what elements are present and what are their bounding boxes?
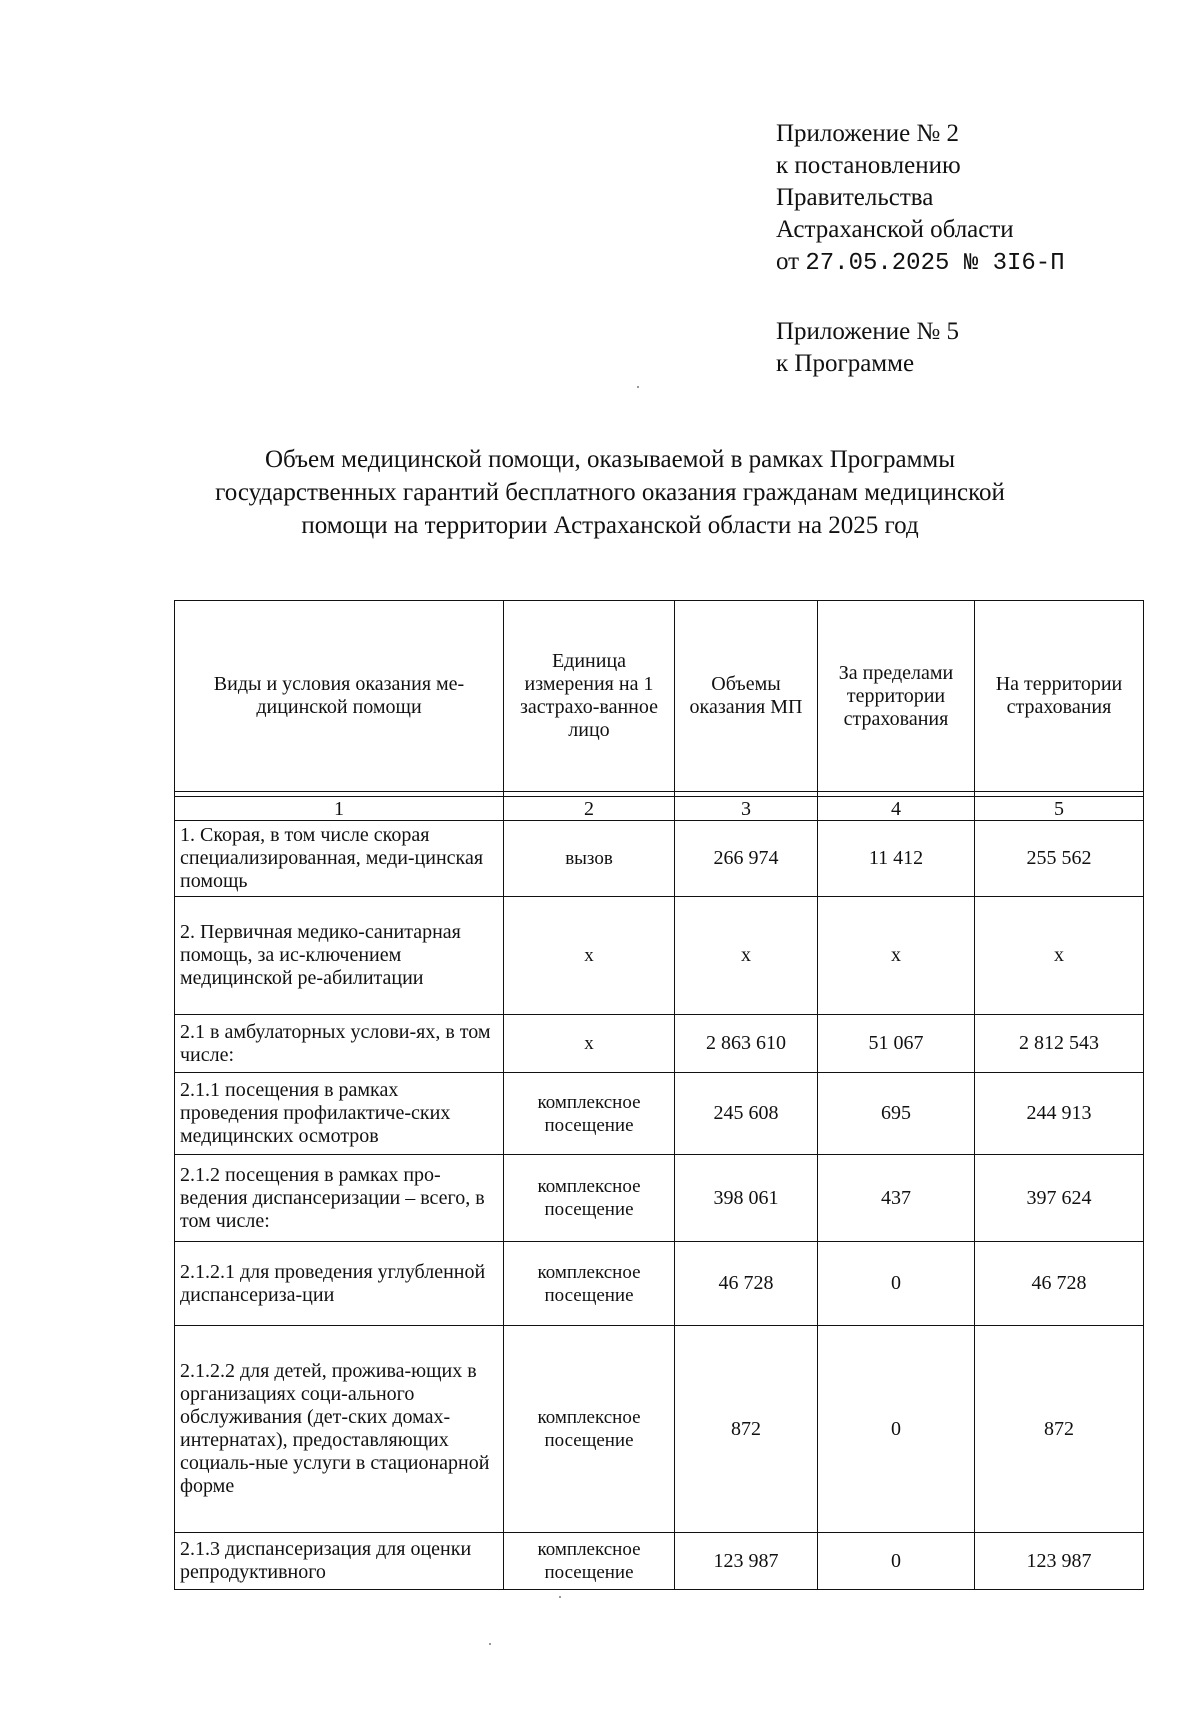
column-number: 5 [975, 797, 1144, 821]
row-outside: 11 412 [818, 821, 975, 897]
table-row [175, 1155, 1144, 1242]
row-outside: 0 [818, 1533, 975, 1590]
annex-line: Приложение № 2 [776, 120, 960, 147]
table-row [175, 897, 1144, 1015]
annex-line: к постановлению [776, 152, 961, 179]
table-row [175, 821, 1144, 897]
title-line: помощи на территории Астраханской области на 2025 год [301, 512, 919, 539]
row-outside: 0 [818, 1326, 975, 1533]
row-unit: комплексное посещение [504, 1326, 675, 1533]
annex-header [776, 118, 1065, 280]
scan-speck [559, 1596, 561, 1598]
row-volume: х [675, 897, 818, 1015]
row-unit: вызов [504, 821, 675, 897]
program-annex-header [776, 316, 959, 380]
column-number: 1 [175, 797, 504, 821]
annex-date-line [776, 246, 1065, 280]
title-line: Объем медицинской помощи, оказываемой в рамках Программы [264, 446, 956, 473]
row-inside: 46 728 [975, 1242, 1144, 1326]
table-row [175, 1242, 1144, 1326]
program-annex-line: к Программе [776, 350, 915, 377]
row-volume: 123 987 [675, 1533, 818, 1590]
medical-care-volume-table [174, 600, 1144, 1590]
row-care-type: 2.1.2.1 для проведения углубленной диспансериза-ции [175, 1242, 504, 1326]
scan-speck [489, 1643, 491, 1645]
row-care-type: 2.1.2.2 для детей, прожива-ющих в организациях соци-ального обслуживания (дет-ских домах-интернатах), предоставляющих социаль-ные услуги в стационарной форме [175, 1326, 504, 1533]
annex-date-prefix: от [776, 248, 800, 275]
row-care-type: 1. Скорая, в том числе скорая специализированная, меди-цинская помощь [175, 821, 504, 897]
row-volume: 46 728 [675, 1242, 818, 1326]
row-unit: комплексное посещение [504, 1242, 675, 1326]
table-header-row [175, 601, 1144, 792]
row-volume: 872 [675, 1326, 818, 1533]
row-volume: 266 974 [675, 821, 818, 897]
column-number: 2 [504, 797, 675, 821]
row-volume: 398 061 [675, 1155, 818, 1242]
row-inside: 244 913 [975, 1073, 1144, 1155]
header-unit: Единица измерения на 1 застрахо-ванное лицо [504, 601, 675, 792]
header-inside-territory: На территории страхования [975, 601, 1144, 792]
row-outside: х [818, 897, 975, 1015]
column-number: 3 [675, 797, 818, 821]
annex-line: Правительства [776, 184, 934, 211]
row-inside: 2 812 543 [975, 1015, 1144, 1073]
header-volume: Объемы оказания МП [675, 601, 818, 792]
table-row [175, 1326, 1144, 1533]
row-inside: 397 624 [975, 1155, 1144, 1242]
row-unit: х [504, 1015, 675, 1073]
row-care-type: 2.1.1 посещения в рамках проведения профилактиче-ских медицинских осмотров [175, 1073, 504, 1155]
annex-line: Астраханской области [776, 216, 1014, 243]
row-volume: 2 863 610 [675, 1015, 818, 1073]
row-care-type: 2.1 в амбулаторных услови-ях, в том числе: [175, 1015, 504, 1073]
row-unit: комплексное посещение [504, 1533, 675, 1590]
row-inside: 872 [975, 1326, 1144, 1533]
row-outside: 0 [818, 1242, 975, 1326]
program-annex-line: Приложение № 5 [776, 318, 960, 345]
row-unit: х [504, 897, 675, 1015]
scan-speck [637, 386, 639, 388]
table-row [175, 1533, 1144, 1590]
header-outside-territory: За пределами территории страхования [818, 601, 975, 792]
title-line: государственных гарантий бесплатного оказания гражданам медицинской [215, 479, 1005, 506]
row-outside: 437 [818, 1155, 975, 1242]
row-inside: 255 562 [975, 821, 1144, 897]
column-number-row [175, 797, 1144, 821]
row-unit: комплексное посещение [504, 1155, 675, 1242]
row-inside: 123 987 [975, 1533, 1144, 1590]
row-volume: 245 608 [675, 1073, 818, 1155]
table-row [175, 1015, 1144, 1073]
row-inside: х [975, 897, 1144, 1015]
row-care-type: 2. Первичная медико-санитарная помощь, за ис-ключением медицинской ре-абилитации [175, 897, 504, 1015]
annex-date-number: 27.05.2025 № 3I6-П [805, 250, 1065, 277]
row-outside: 695 [818, 1073, 975, 1155]
header-care-type: Виды и условия оказания ме-дицинской помощи [175, 601, 504, 792]
table-row [175, 1073, 1144, 1155]
row-outside: 51 067 [818, 1015, 975, 1073]
document-title [140, 443, 1080, 542]
row-care-type: 2.1.2 посещения в рамках про-ведения диспансеризации – всего, в том числе: [175, 1155, 504, 1242]
row-care-type: 2.1.3 диспансеризация для оценки репродуктивного [175, 1533, 504, 1590]
row-unit: комплексное посещение [504, 1073, 675, 1155]
column-number: 4 [818, 797, 975, 821]
